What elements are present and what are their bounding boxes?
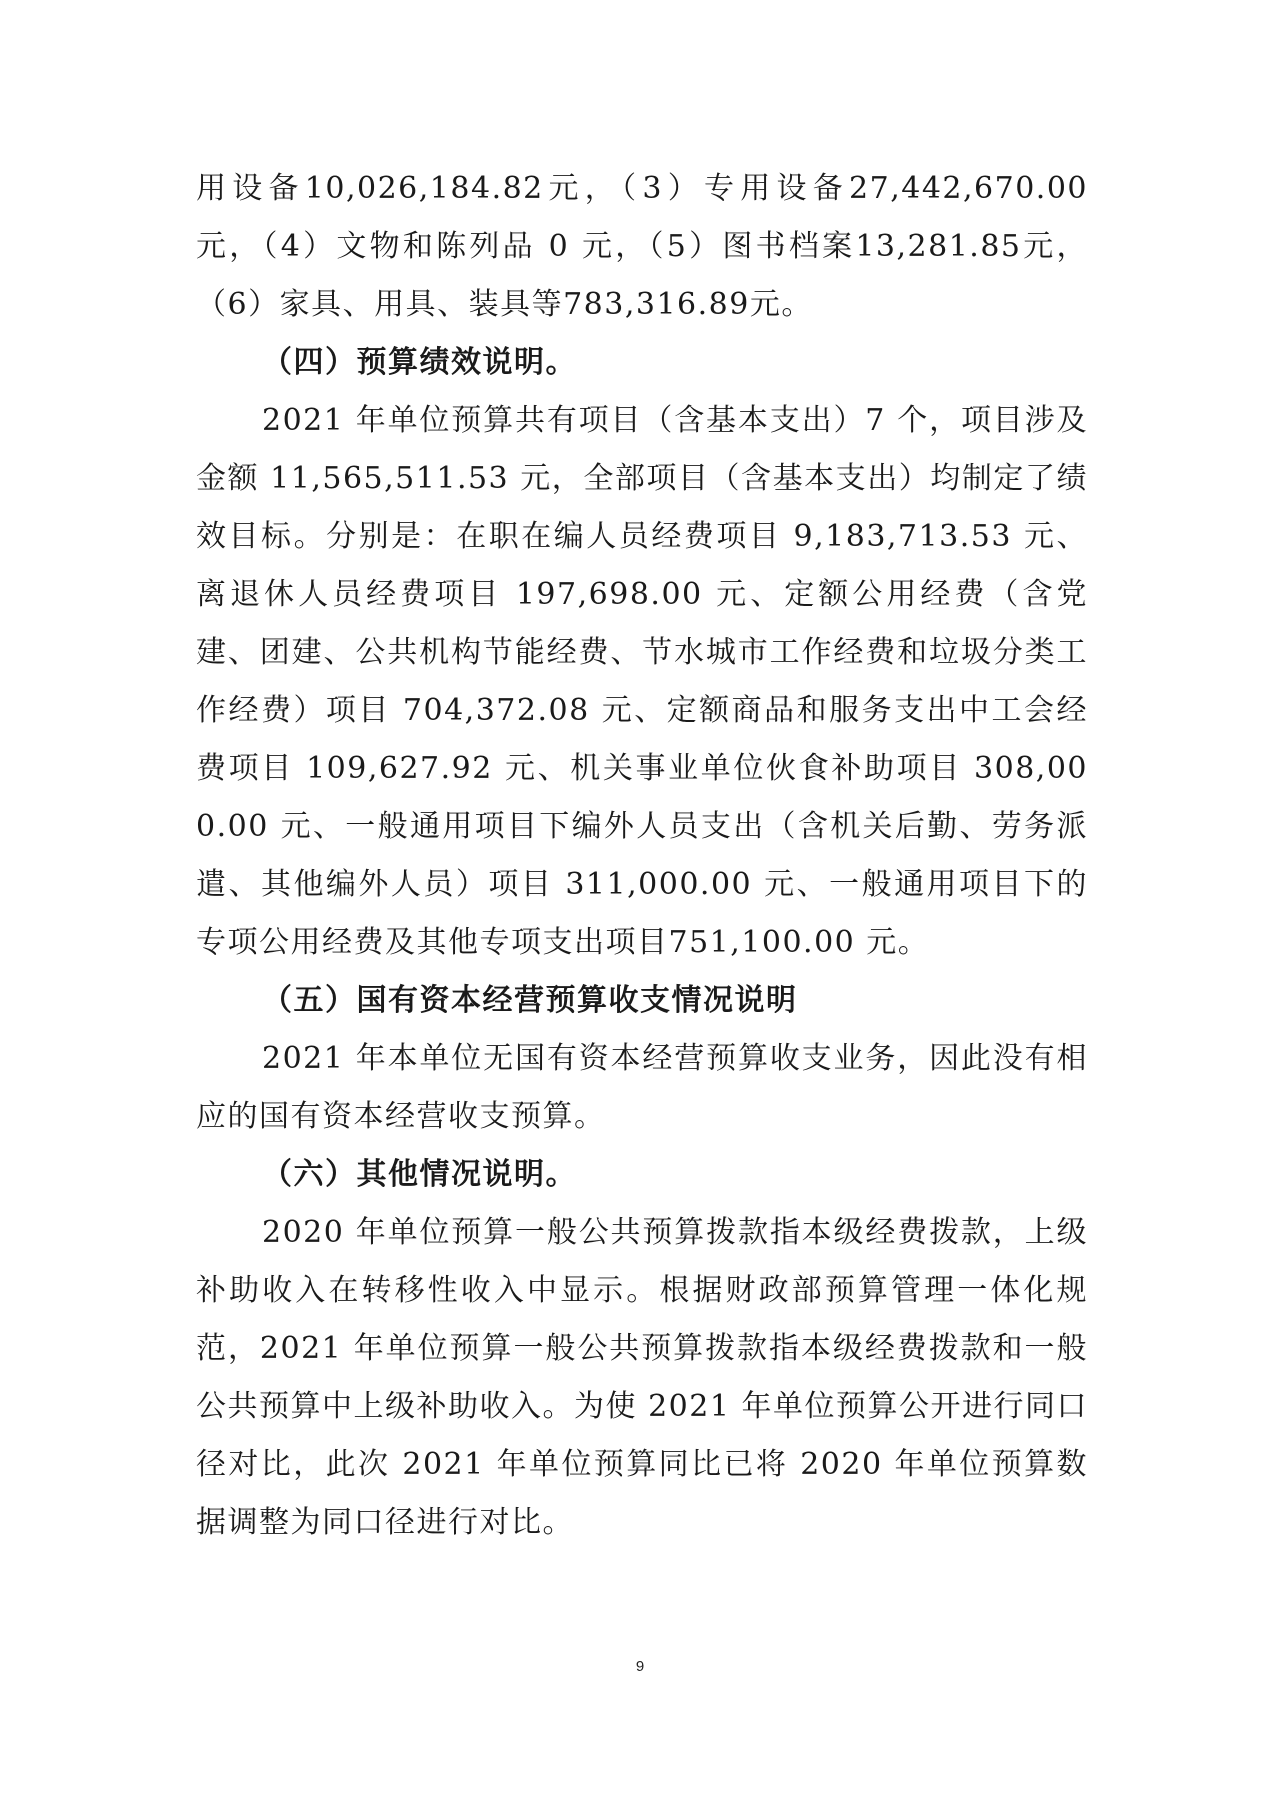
paragraph-performance: 2021 年单位预算共有项目（含基本支出）7 个，项目涉及金额 11,565,511.53 元，全部项目（含基本支出）均制定了绩效目标。分别是：在职在编人员经费项目 9,183,713.53 元、离退休人员经费项目 197,698.00 元、定额公用经费（含党建、团建、公共机构节能经费、节水城市工作经费和垃圾分类工作经费）项目 704,372.08 元、定额商品和服务支出中工会经费项目 109,627.92 元、机关事业单位伙食补助项目 308,000.00 元、一般通用项目下编外人员支出（含机关后勤、劳务派遣、其他编外人员）项目 311,000.00 元、一般通用项目下的专项公用经费及其他专项支出项目751,100.00 元。 — [196, 403, 1088, 960]
paragraph-other: 2020 年单位预算一般公共预算拨款指本级经费拨款，上级补助收入在转移性收入中显示。根据财政部预算管理一体化规范，2021 年单位预算一般公共预算拨款指本级经费拨款和一般公共预算中上级补助收入。为使 2021 年单位预算公开进行同口径对比，此次 2021 年单位预算同比已将 2020 年单位预算数据调整为同口径进行对比。 — [196, 1215, 1088, 1540]
paragraph-state-capital: 2021 年本单位无国有资本经营预算收支业务，因此没有相应的国有资本经营收支预算。 — [196, 1041, 1088, 1134]
section-heading-other: （六）其他情况说明。 — [262, 1157, 577, 1192]
section-heading-state-capital: （五）国有资本经营预算收支情况说明 — [262, 983, 798, 1018]
page-number: 9 — [635, 1658, 645, 1675]
page-content — [196, 160, 1088, 1552]
paragraph-equipment-continued: 用设备10,026,184.82元，（3）专用设备27,442,670.00元，（4）文物和陈列品 0 元，（5）图书档案13,281.85元，（6）家具、用具、装具等783,316.89元。 — [196, 171, 1088, 322]
section-heading-performance: （四）预算绩效说明。 — [262, 345, 577, 380]
